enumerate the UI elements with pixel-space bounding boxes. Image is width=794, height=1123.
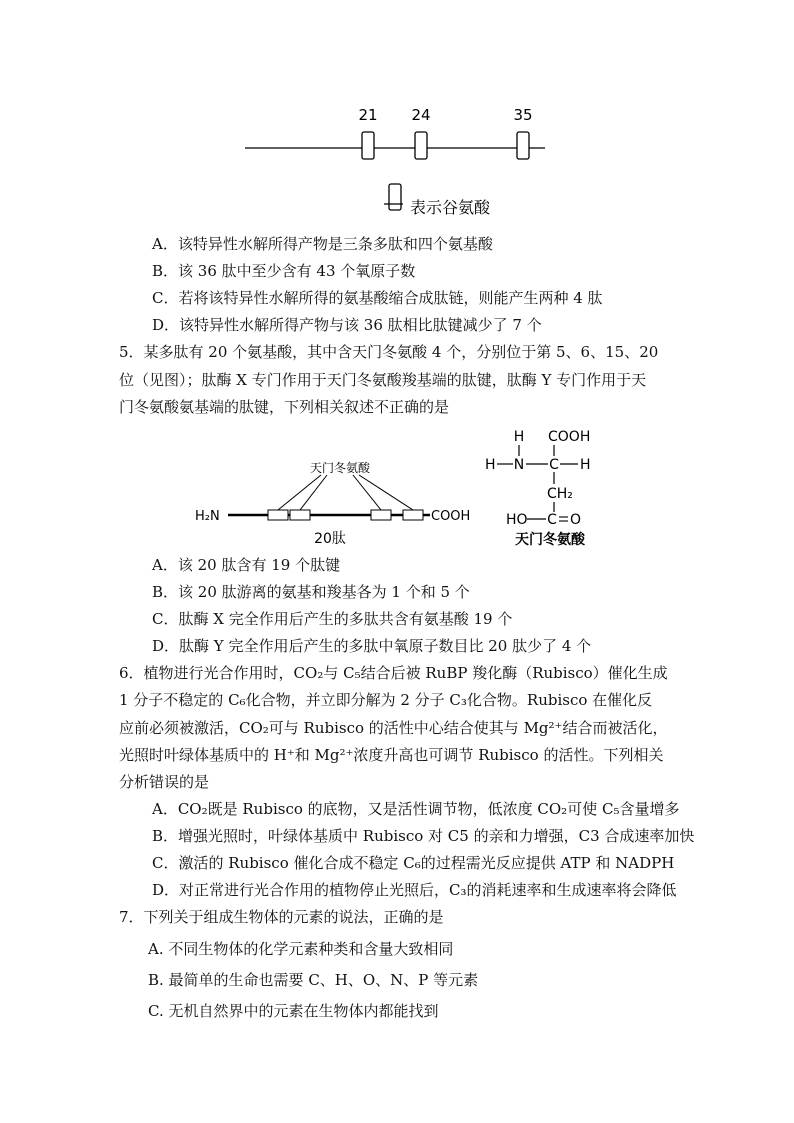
asp-residue [403,510,423,520]
q5-option-d: D．肽酶 Y 完全作用后产生的多肽中氧原子数目比 20 肽少了 4 个 [152,637,592,655]
svg-text:O: O [570,512,582,528]
c-terminus-label: COOH [431,509,471,524]
svg-text:H: H [580,457,591,473]
q6-stem-line: 6．植物进行光合作用时，CO₂与 C₅结合后被 RuBP 羧化酶（Rubisco）催化生成 [119,664,668,682]
q6-option-c: C．激活的 Rubisco 催化合成不稳定 C₆的过程需光反应提供 ATP 和 NADPH [152,854,675,872]
q6-stem-line: 光照时叶绿体基质中的 H⁺和 Mg²⁺浓度升高也可调节 Rubisco 的活性。下列相关 [119,746,664,764]
position-label: 21 [358,106,378,124]
peptide-caption: 20肽 [314,531,346,545]
q4-option-b: B．该 36 肽中至少含有 43 个氧原子数 [152,262,416,280]
q5-option-c: C．肽酶 X 完全作用后产生的多肽共含有氨基酸 19 个 [152,610,513,628]
q6-stem-line: 分析错误的是 [119,773,210,791]
q5-option-a: A．该 20 肽含有 19 个肽键 [152,556,341,574]
q6-option-b: B．增强光照时，叶绿体基质中 Rubisco 对 C5 的亲和力增强，C3 合成速率加快 [152,827,695,845]
glutamate-residue [517,132,529,159]
q5-stem-line: 门冬氨酸氨基端的肽键，下列相关叙述不正确的是 [119,398,450,416]
structure-caption: 天门冬氨酸 [515,532,585,548]
svg-text:C: C [547,512,557,528]
q6-option-a: A．CO₂既是 Rubisco 的底物，又是活性调节物，低浓度 CO₂可使 C₅含量增多 [152,800,680,818]
q6-stem-line: 应前必须被激活，CO₂可与 Rubisco 的活性中心结合使其与 Mg²⁺结合而被活化， [119,719,668,737]
q7-option-a: A. 不同生物体的化学元素种类和含量大致相同 [148,940,454,958]
figure-aspartic-acid-structure [480,425,610,550]
svg-text:HO: HO [506,512,528,528]
n-terminus-label: H₂N [195,509,220,524]
legend-label: 表示谷氨酸 [410,198,491,217]
asp-residue [268,510,288,520]
asp-residue [371,510,391,520]
svg-text:H: H [485,457,496,473]
svg-text:CH₂: CH₂ [547,486,573,502]
q5-option-b: B．该 20 肽游离的氨基和羧基各为 1 个和 5 个 [152,583,470,601]
figure-glutamate-positions [240,100,560,220]
q6-option-d: D．对正常进行光合作用的植物停止光照后，C₃的消耗速率和生成速率将会降低 [152,881,677,899]
legend-symbol [389,184,401,210]
svg-text:H: H [513,429,525,445]
q4-option-c: C．若将该特异性水解所得的氨基酸缩合成肽链，则能产生两种 4 肽 [152,289,603,307]
position-label: 24 [411,106,431,124]
svg-text:COOH: COOH [548,429,591,445]
q7-stem: 7．下列关于组成生物体的元素的说法，正确的是 [119,908,444,926]
figure-20-peptide [190,455,480,545]
q5-stem-line: 位（见图）；肽酶 X 专门作用于天门冬氨酸羧基端的肽键，肽酶 Y 专门作用于天 [119,371,647,389]
asp-label: 天门冬氨酸 [309,461,371,475]
q7-option-c: C. 无机自然界中的元素在生物体内都能找到 [148,1002,439,1020]
svg-text:C: C [549,457,559,473]
position-label: 35 [513,106,533,124]
q6-stem-line: 1 分子不稳定的 C₆化合物，并立即分解为 2 分子 C₃化合物。Rubisco 在催化反 [119,691,653,709]
q4-option-a: A．该特异性水解所得产物是三条多肽和四个氨基酸 [152,235,493,253]
q5-stem-line: 5．某多肽有 20 个氨基酸，其中含天门冬氨酸 4 个，分别位于第 5、6、15、20 [119,343,659,361]
q4-option-d: D．该特异性水解所得产物与该 36 肽相比肽键减少了 7 个 [152,316,542,334]
svg-text:N: N [513,457,525,473]
asp-residue [290,510,310,520]
glutamate-residue [362,132,374,159]
glutamate-residue [415,132,427,159]
q7-option-b: B. 最简单的生命也需要 C、H、O、N、P 等元素 [148,971,479,989]
